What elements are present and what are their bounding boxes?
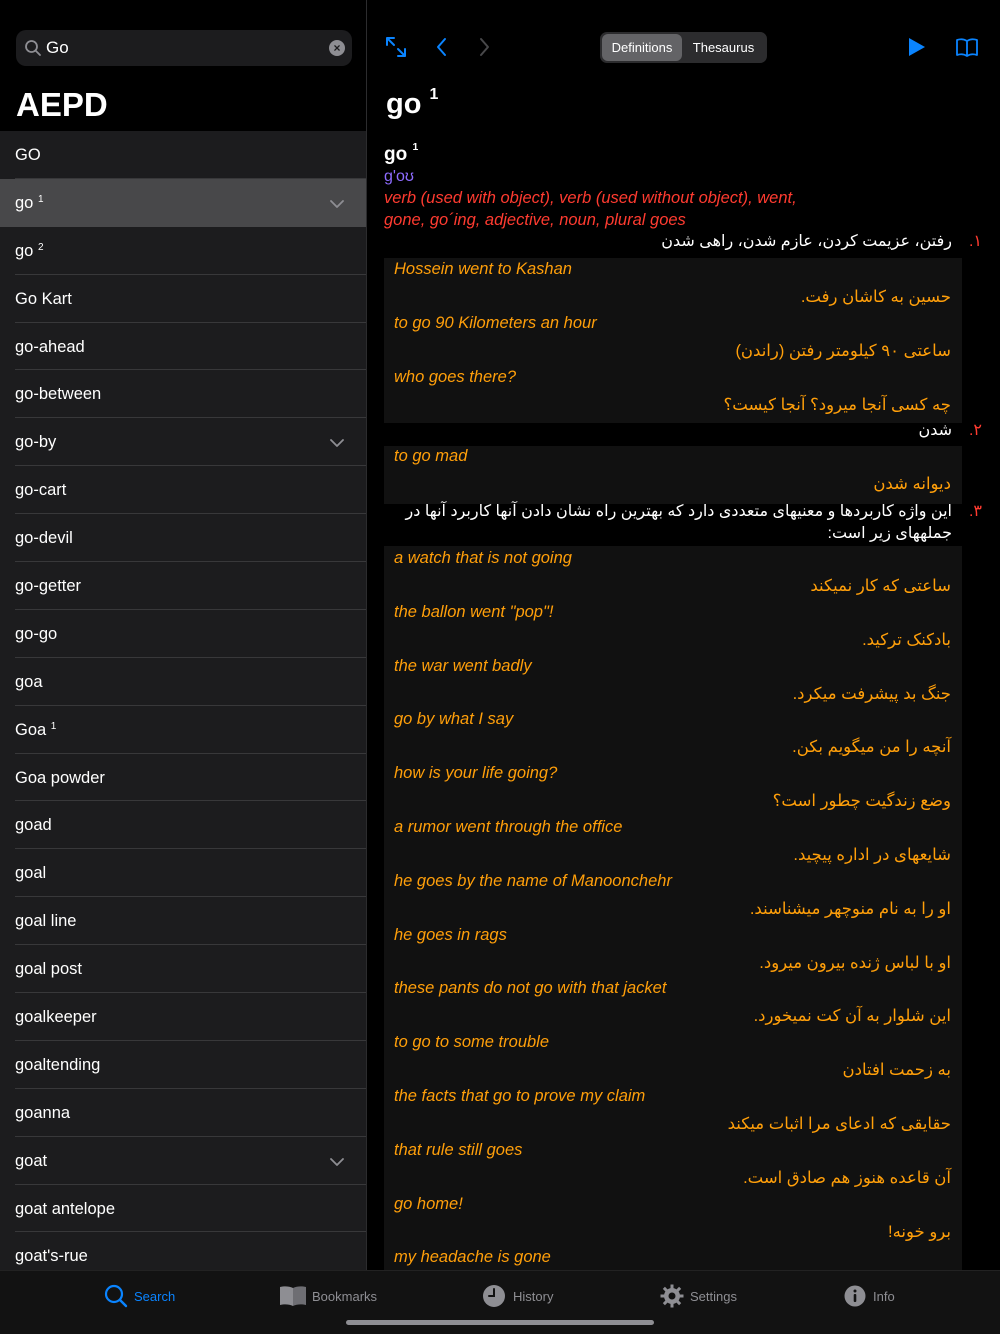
- word-list-item[interactable]: [15, 1137, 366, 1185]
- word-label: go-between: [15, 385, 102, 404]
- entry-word: go $^1$: [384, 142, 419, 165]
- word-list-item[interactable]: [15, 562, 366, 610]
- word-list-item[interactable]: [15, 275, 366, 323]
- example-english: a watch that is not going: [394, 549, 572, 567]
- homograph-number: 1: [50, 720, 57, 732]
- clear-search-icon[interactable]: ×: [329, 40, 345, 56]
- word-label: goalkeeper: [15, 1008, 97, 1027]
- info-icon: [844, 1285, 866, 1307]
- word-label: go-getter: [15, 577, 82, 596]
- word-list-pane: [0, 0, 366, 1270]
- example-english: these pants do not go with that jacket: [394, 979, 667, 998]
- example-english: Hossein went to Kashan: [394, 260, 572, 278]
- example-english: he goes by the name of Manoonchehr: [394, 871, 672, 890]
- word-label: goat's-rue: [15, 1247, 88, 1266]
- example-translation: وضع زندگیت چطور است؟: [772, 792, 951, 811]
- word-list-item[interactable]: [15, 514, 366, 562]
- word-list-item[interactable]: [15, 801, 366, 849]
- example-english: go home!: [394, 1194, 463, 1213]
- sense-number: .۳: [968, 503, 982, 520]
- word-label: Goa powder: [15, 768, 105, 787]
- word-label: go-by: [15, 433, 57, 452]
- word-list-item[interactable]: [15, 945, 366, 993]
- search-icon: [104, 1284, 128, 1308]
- example-translation: بادکنک ترکید.: [862, 630, 951, 649]
- part-of-speech: verb (used with object), verb (used without object), went, gone, go´ing, adjective, noun, plural goes: [384, 189, 797, 229]
- sense-definition: این واژه کاربردها و معنیهای متعددی دارد که بهترین راه نشان دادن آنها کاربرد آنها در جملههای زیر است:: [405, 503, 952, 542]
- word-list-item[interactable]: [15, 706, 366, 754]
- example-english: to go mad: [394, 447, 468, 465]
- word-list-item[interactable]: [15, 131, 366, 179]
- example-translation: این شلوار به آن کت نمیخورد.: [753, 1007, 951, 1026]
- homograph-number: 1: [37, 193, 44, 205]
- word-list-item[interactable]: [15, 370, 366, 418]
- sense-number: .۱: [968, 233, 982, 250]
- chevron-down-icon[interactable]: [330, 435, 344, 453]
- word-label: goanna: [15, 1103, 71, 1122]
- sense-definition: شدن: [918, 422, 952, 439]
- book-icon: [279, 1285, 307, 1307]
- word-label: goa: [15, 672, 43, 691]
- word-list: [0, 131, 366, 1270]
- word-label: GO: [15, 146, 41, 164]
- word-list-item[interactable]: [15, 1089, 366, 1137]
- word-list-item[interactable]: [15, 897, 366, 945]
- word-label: goat antelope: [15, 1199, 116, 1218]
- chevron-down-icon[interactable]: [330, 196, 344, 214]
- segment-thesaurus[interactable]: Thesaurus: [692, 40, 755, 55]
- app-title: AEPD: [16, 86, 108, 123]
- homograph-number: 2: [37, 241, 44, 253]
- example-translation: حسین به کاشان رفت.: [800, 288, 951, 306]
- headword-title: go $^1$: [386, 86, 439, 120]
- search-field[interactable]: [16, 30, 352, 66]
- examples-block: [384, 546, 962, 1270]
- example-translation: به زحمت افتادن: [842, 1061, 951, 1080]
- example-translation: او با لباس ژنده بیرون میرود.: [759, 953, 951, 972]
- book-open-icon[interactable]: [955, 37, 979, 57]
- example-translation: ساعتی که کار نمیکند: [810, 577, 951, 595]
- word-list-item[interactable]: [15, 993, 366, 1041]
- word-label: goal: [15, 864, 47, 883]
- word-list-item[interactable]: [15, 227, 366, 275]
- example-english: the ballon went "pop"!: [394, 602, 554, 621]
- tab-label: Settings: [690, 1289, 737, 1304]
- example-translation: برو خونه!: [888, 1222, 951, 1241]
- example-translation: حقایقی که ادعای مرا اثبات میکند: [727, 1115, 951, 1133]
- sense-number: .۲: [968, 422, 982, 439]
- word-label: Goa $^1$: [15, 720, 57, 739]
- example-english: a rumor went through the office: [394, 818, 623, 836]
- word-list-item[interactable]: [15, 466, 366, 514]
- word-label: go $^2$: [15, 241, 44, 260]
- example-translation: آنچه را من میگویم بکن.: [792, 738, 951, 757]
- play-icon[interactable]: [907, 37, 927, 57]
- word-label: go-cart: [15, 481, 67, 500]
- word-list-item[interactable]: [15, 1185, 366, 1233]
- search-input[interactable]: [46, 30, 336, 66]
- word-list-item[interactable]: [15, 1232, 366, 1270]
- search-header: [0, 0, 366, 131]
- word-list-item[interactable]: [15, 754, 366, 802]
- example-english: who goes there?: [394, 367, 517, 386]
- example-translation: آن قاعده هنوز هم صادق است.: [743, 1168, 951, 1187]
- example-english: that rule still goes: [394, 1140, 523, 1159]
- example-english: the facts that go to prove my claim: [394, 1087, 646, 1105]
- word-list-item[interactable]: [15, 610, 366, 658]
- word-label: go-go: [15, 624, 58, 643]
- definition-pane: [367, 0, 1000, 1270]
- examples-block: [384, 446, 962, 504]
- example-english: the war went badly: [394, 656, 532, 675]
- tab-label: Info: [873, 1289, 895, 1304]
- example-english: my headache is gone: [394, 1248, 551, 1267]
- example-translation: او را به نام منوچهر میشناسند.: [749, 899, 951, 918]
- example-english: how is your life going?: [394, 764, 558, 783]
- word-label: goad: [15, 816, 52, 835]
- example-translation: جنگ بد پیشرفت میکرد.: [792, 684, 951, 703]
- word-label: goal line: [15, 912, 77, 931]
- tab-label: History: [513, 1289, 554, 1304]
- example-english: he goes in rags: [394, 925, 507, 944]
- example-translation: ساعتی ۹۰ کیلومتر رفتن (راندن): [735, 341, 951, 360]
- word-label: Go Kart: [15, 289, 72, 308]
- word-label: go $^1$: [15, 193, 44, 212]
- word-list-item[interactable]: [15, 1041, 366, 1089]
- search-icon: [24, 39, 42, 57]
- gear-icon: [660, 1284, 684, 1308]
- word-label: go-devil: [15, 529, 73, 548]
- example-translation: شایعهای در اداره پیچید.: [793, 846, 951, 864]
- word-list-item[interactable]: [15, 418, 366, 466]
- word-label: goat: [15, 1151, 48, 1170]
- word-label: goaltending: [15, 1055, 101, 1074]
- clock-icon: [482, 1284, 506, 1308]
- back-chevron-icon[interactable]: [435, 36, 449, 58]
- pronunciation: g'oʊ: [384, 168, 414, 185]
- word-list-item[interactable]: [15, 323, 366, 371]
- sense-definition: رفتن، عزیمت کردن، عازم شدن، راهی شدن: [661, 233, 952, 250]
- segment-definitions[interactable]: Definitions: [602, 34, 682, 61]
- example-english: to go 90 Kilometers an hour: [394, 313, 597, 332]
- tab-label: Bookmarks: [312, 1289, 378, 1304]
- example-translation: دیوانه شدن: [873, 475, 951, 493]
- mode-segmented-control: [600, 32, 767, 63]
- tab-label: Search: [134, 1289, 176, 1304]
- example-english: to go to some trouble: [394, 1033, 550, 1052]
- word-list-item[interactable]: [15, 849, 366, 897]
- forward-chevron-icon[interactable]: [477, 36, 491, 58]
- home-indicator: [346, 1320, 654, 1325]
- examples-block: [384, 258, 962, 423]
- word-list-item[interactable]: [15, 658, 366, 706]
- chevron-down-icon[interactable]: [330, 1154, 344, 1172]
- word-label: go-ahead: [15, 337, 85, 356]
- example-translation: چه کسی آنجا میرود؟ آنجا کیست؟: [723, 395, 951, 414]
- example-english: go by what I say: [394, 710, 514, 729]
- word-label: goal post: [15, 960, 82, 979]
- word-list-item[interactable]: [0, 179, 366, 227]
- expand-icon[interactable]: [385, 36, 407, 58]
